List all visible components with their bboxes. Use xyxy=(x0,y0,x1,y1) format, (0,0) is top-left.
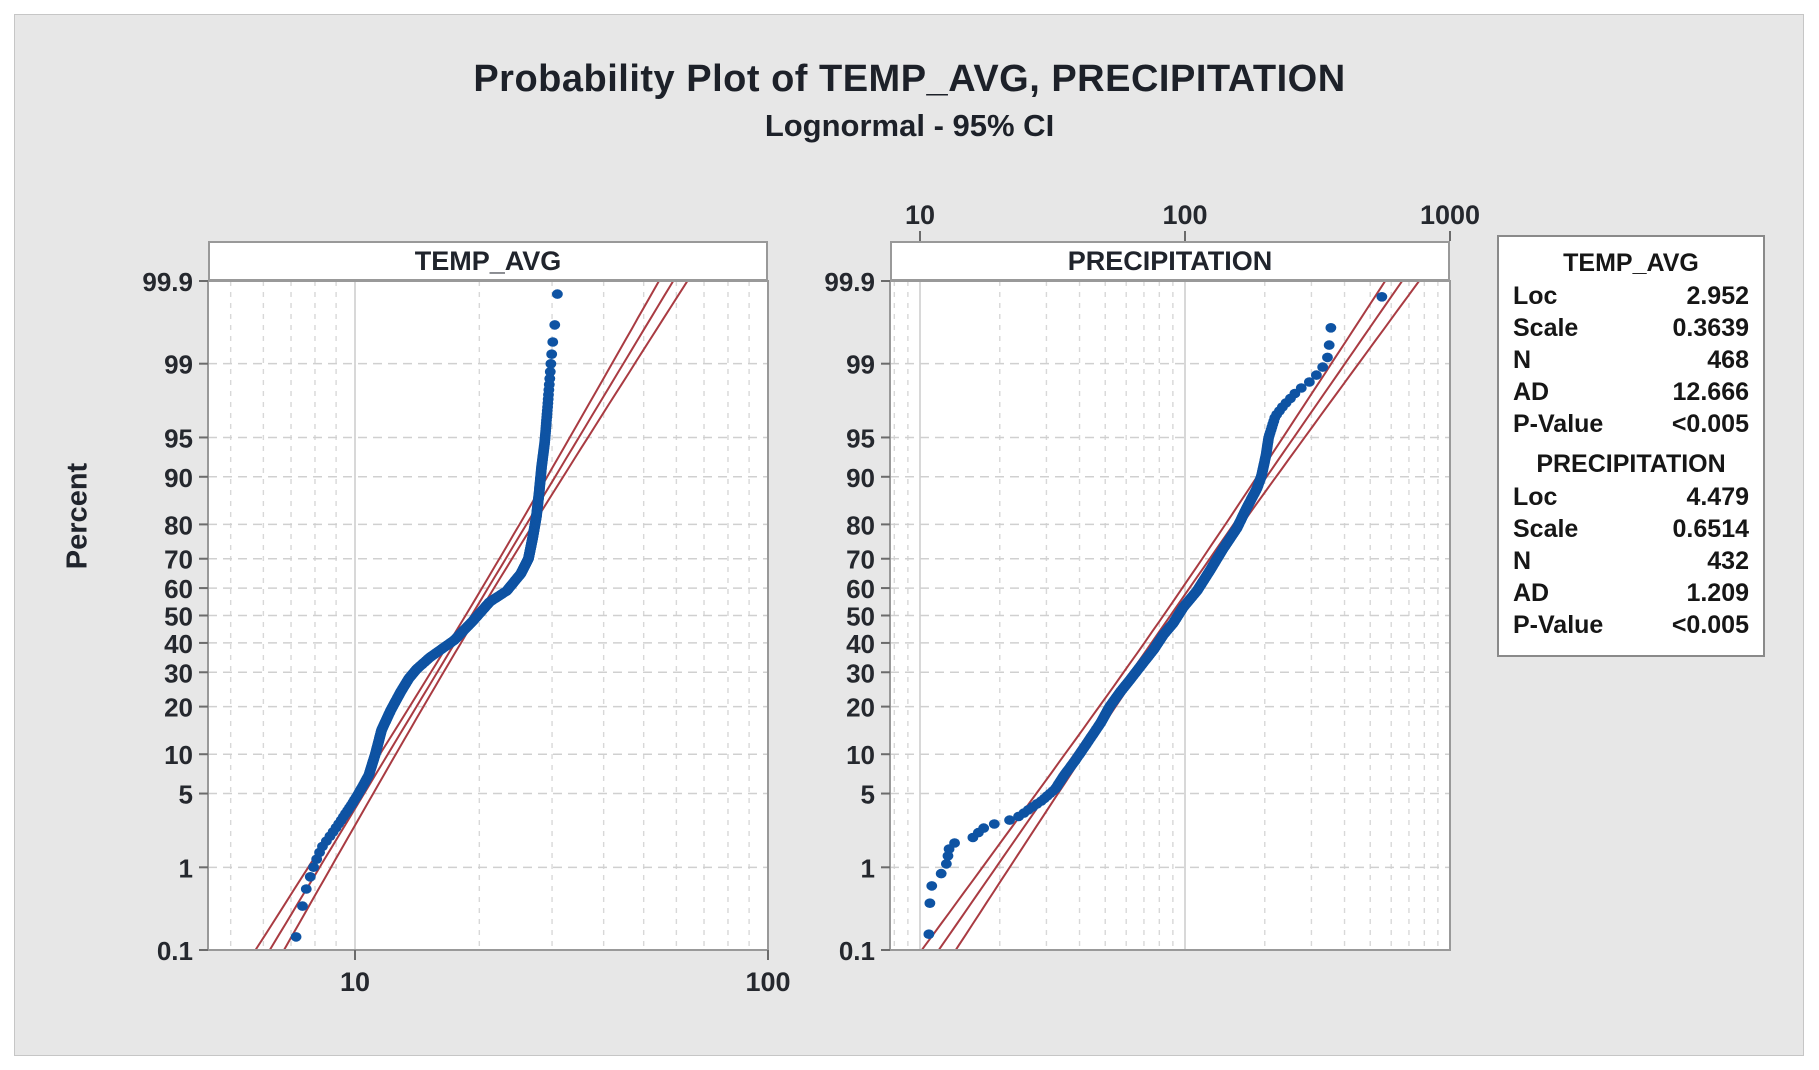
stat-value: 1.209 xyxy=(1686,579,1749,607)
y-axis-tick-label: 5 xyxy=(860,779,875,810)
stat-label: P-Value xyxy=(1513,611,1604,639)
stat-label: AD xyxy=(1513,579,1550,607)
stats-row xyxy=(1513,312,1749,344)
data-point xyxy=(978,823,989,833)
stats-row xyxy=(1513,513,1749,545)
stats-row xyxy=(1513,481,1749,513)
stat-value: 468 xyxy=(1707,346,1749,374)
x-axis-tick-label: 1000 xyxy=(1419,200,1481,230)
data-point xyxy=(926,881,937,891)
stat-value: <0.005 xyxy=(1671,410,1749,438)
y-axis-tick-label: 99.9 xyxy=(824,267,875,297)
y-axis-tick-label: 30 xyxy=(846,658,875,689)
stat-value: 12.666 xyxy=(1672,378,1749,406)
page-title: Probability Plot of TEMP_AVG, PRECIPITATION xyxy=(473,58,1346,100)
page-subtitle: Lognormal - 95% CI xyxy=(764,108,1055,143)
y-axis-tick-label: 1 xyxy=(860,853,875,884)
y-axis-tick-label: 95 xyxy=(846,423,875,454)
y-axis-tick-label: 70 xyxy=(164,544,193,575)
stat-label: N xyxy=(1513,547,1532,575)
stats-row xyxy=(1513,376,1749,408)
stats-row xyxy=(1513,609,1749,641)
stats-row xyxy=(1513,545,1749,577)
y-axis-tick-label: 5 xyxy=(178,779,193,810)
y-axis-tick-label: 0.1 xyxy=(156,936,193,966)
x-axis-tick-label: 10 xyxy=(339,967,371,997)
y-axis-tick-label: 80 xyxy=(164,510,193,541)
data-point xyxy=(1311,370,1322,380)
stats-row xyxy=(1513,577,1749,609)
stat-label: AD xyxy=(1513,378,1550,406)
y-axis-tick-label: 60 xyxy=(164,574,193,605)
data-point xyxy=(546,359,557,369)
y-axis-tick-label: 50 xyxy=(164,601,193,632)
data-point xyxy=(924,929,935,939)
y-axis-tick-label: 20 xyxy=(164,692,193,723)
y-axis-tick-label: 40 xyxy=(846,628,875,659)
panel-title-temp-avg: TEMP_AVG xyxy=(208,241,768,281)
data-point xyxy=(297,901,308,911)
y-axis-tick-label: 95 xyxy=(164,423,193,454)
data-point xyxy=(936,869,947,879)
x-axis-tick-label: 100 xyxy=(745,967,791,997)
panel-temp_avg xyxy=(142,253,790,997)
x-axis-tick-label: 100 xyxy=(1162,200,1208,230)
panel-precipitation xyxy=(824,200,1480,978)
y-axis-title: Percent xyxy=(61,462,94,570)
data-point xyxy=(305,872,316,882)
y-axis-tick-label: 20 xyxy=(846,692,875,723)
data-point xyxy=(949,838,960,848)
stats-section-title: TEMP_AVG xyxy=(1563,249,1699,277)
data-point xyxy=(552,289,563,299)
y-axis-tick-label: 60 xyxy=(846,574,875,605)
stat-label: N xyxy=(1513,346,1532,374)
data-point xyxy=(989,819,1000,829)
data-point xyxy=(301,884,312,894)
panel-title-precipitation: PRECIPITATION xyxy=(890,241,1450,281)
stat-label: Loc xyxy=(1513,483,1558,511)
y-axis-tick-label: 0.1 xyxy=(838,936,875,966)
stat-value: 432 xyxy=(1707,547,1749,575)
distribution-stats-legend xyxy=(1497,235,1765,657)
data-point xyxy=(1324,340,1335,350)
x-axis-tick-label: 10 xyxy=(904,200,936,230)
y-axis-tick-label: 99 xyxy=(164,349,193,380)
data-point xyxy=(1322,353,1333,363)
data-point xyxy=(1317,362,1328,372)
data-point xyxy=(546,349,557,359)
y-axis-tick-label: 40 xyxy=(164,628,193,659)
stat-label: Scale xyxy=(1513,314,1579,342)
y-axis-tick-label: 30 xyxy=(164,658,193,689)
y-axis-tick-label: 10 xyxy=(846,740,875,771)
stats-row xyxy=(1513,344,1749,376)
data-point xyxy=(1377,292,1388,302)
data-point xyxy=(925,898,936,908)
y-axis-tick-label: 1 xyxy=(178,853,193,884)
data-point xyxy=(549,320,560,330)
y-axis-tick-label: 70 xyxy=(846,544,875,575)
data-point xyxy=(547,337,558,347)
stat-value: 0.6514 xyxy=(1672,515,1749,543)
y-axis-tick-label: 90 xyxy=(164,462,193,493)
stat-value: <0.005 xyxy=(1671,611,1749,639)
data-point xyxy=(1326,323,1337,333)
data-point xyxy=(941,859,952,869)
y-axis-tick-label: 90 xyxy=(846,462,875,493)
stat-label: Scale xyxy=(1513,515,1579,543)
stat-label: P-Value xyxy=(1513,410,1604,438)
y-axis-tick-label: 99 xyxy=(846,349,875,380)
stats-row xyxy=(1513,280,1749,312)
y-axis-tick-label: 50 xyxy=(846,601,875,632)
stat-value: 4.479 xyxy=(1686,483,1749,511)
data-point xyxy=(291,932,302,942)
stat-value: 0.3639 xyxy=(1672,314,1749,342)
stat-value: 2.952 xyxy=(1686,282,1749,310)
y-axis-tick-label: 10 xyxy=(164,740,193,771)
y-axis-tick-label: 99.9 xyxy=(142,267,193,297)
y-axis-tick-label: 80 xyxy=(846,510,875,541)
stat-label: Loc xyxy=(1513,282,1558,310)
stats-section-title: PRECIPITATION xyxy=(1536,450,1726,478)
stats-row xyxy=(1513,408,1749,440)
